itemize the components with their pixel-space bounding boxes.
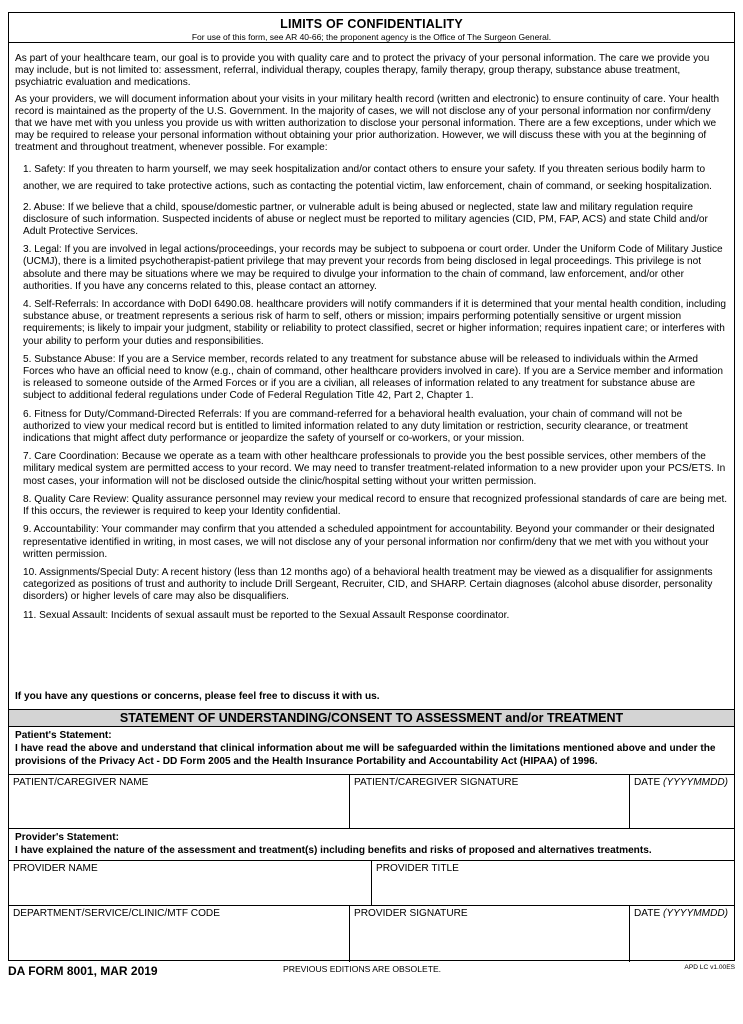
department-fields-row (9, 905, 734, 962)
date-format: (YYYYMMDD) (662, 777, 729, 788)
date-label: DATE (634, 777, 661, 788)
exception-safety: 1. Safety: If you threaten to harm yourself, we may seek hospitalization and/or contact others to ensure your safety. If you threaten serious bodily harm to another, we are required to take protective actions, such as contacting the potential victim, law enforcement, chain of command, or seeking hospitalization. (23, 163, 712, 193)
form-header (9, 13, 734, 43)
provider-signature-label: PROVIDER SIGNATURE (354, 908, 468, 919)
provider-statement-label: Provider's Statement: (15, 832, 119, 843)
provider-statement (15, 831, 727, 857)
closing-note: If you have any questions or concerns, please feel free to discuss it with us. (15, 691, 380, 702)
exception-sexual-assault: 11. Sexual Assault: Incidents of sexual assault must be reported to the Sexual Assault Response coordinator. (23, 609, 510, 621)
patient-fields-row (9, 774, 734, 829)
provider-name-label: PROVIDER NAME (13, 863, 98, 874)
exception-abuse: 2. Abuse: If we believe that a child, spouse/domestic partner, or vulnerable adult is being abused or neglected, state law and military regulation require disclosure of such information. Suspected incidents of abuse or neglect must be reported to military agencies (CID, PM, FAP, ACS) and state Child and/or Adult Protective Services. (23, 201, 708, 238)
provider-statement-text: I have explained the nature of the assessment and treatment(s) including benefits and risks of proposed and alternatives treatments. (15, 845, 652, 856)
department-field[interactable] (9, 906, 349, 962)
exception-quality-care-review: 8. Quality Care Review: Quality assurance personnel may review your medical record to ensure that recognized professional standards of care are being met. If this occurs, the reviewer is required to keep your Identity confidential. (23, 493, 728, 518)
provider-fields-row (9, 860, 734, 905)
patient-statement (15, 729, 727, 768)
provider-name-field[interactable] (9, 861, 371, 905)
intro-paragraph: As your providers, we will document information about your visits in your military health record (written and electronic) to ensure continuity of care. Your health record is maintained as the property of the U.S. Government. In the majority of cases, we will not disclose any of your personal information nor confirm/deny that we have met with you unless you provide us with written authorization to disclose your personal information. There are a few exceptions, under which we may be required to release your personal information without obtaining your prior authorization. However, we will discuss these with you at the beginning of treatment and throughout treatment, whenever possible. For example: (15, 93, 720, 154)
form-title: LIMITS OF CONFIDENTIALITY (280, 17, 463, 31)
form-footer (0, 964, 743, 984)
exceptions-list (15, 161, 729, 622)
provider-signature-field[interactable] (349, 906, 629, 962)
consent-section-header: STATEMENT OF UNDERSTANDING/CONSENT TO ASSESSMENT and/or TREATMENT (9, 709, 734, 727)
date-format: (YYYYMMDD) (662, 908, 729, 919)
version-code: APD LC v1.00ES (684, 964, 735, 971)
form-frame (8, 12, 735, 961)
obsolete-notice: PREVIOUS EDITIONS ARE OBSOLETE. (283, 964, 442, 974)
exception-assignments: 10. Assignments/Special Duty: A recent history (less than 12 months ago) of a behavioral health treatment may be viewed as a disqualifier for assignments categorized as positions of trust and authority to include Drill Sergeant, Recruiter, CID, and SHARP. Certain diagnoses (alcohol abuse disorder, personality disorders) or higher levels of care may also be disqualifiers. (23, 566, 713, 603)
provider-title-label: PROVIDER TITLE (376, 863, 459, 874)
exception-self-referrals: 4. Self-Referrals: In accordance with DoDI 6490.08. healthcare providers will notify commanders if it is determined that your mental health condition, including substance abuse, or treatment represents a serious risk of harm to self, others or mission; impairs performing potentially sensitive or urgent mission requirements; is likely to impair your judgment, stability or reliability to protect classified, secret or higher information; requires inpatient care; or interferes with your ability to perform your duties and responsibilities. (23, 299, 726, 347)
exception-fitness-for-duty: 6. Fitness for Duty/Command-Directed Referrals: If you are command-referred for a behavioral health evaluation, your chain of command will not be authorized to view your medical record but is entitled to limited information related to any duty limitation or restriction, security clearance, or treatment indications that might affect duty performance or jeopardize the safety of yourself or co-workers, or your mission. (23, 408, 688, 445)
form-subtitle: For use of this form, see AR 40-66; the proponent agency is the Office of The Surgeon General. (191, 32, 552, 42)
provider-title-field[interactable] (371, 861, 734, 905)
exception-substance-abuse: 5. Substance Abuse: If you are a Service member, records related to any treatment for substance abuse will be released to individuals within the Armed Forces who have an official need to know (e.g., chain of command, other healthcare providers involved in care). If you are a Service member and information is released to someone outside of the Armed Forces or if you are a civilian, all releases of information related to any treatment for substance abuse are subject to additional federal regulations under Code of Federal Regulation Title 42, Part 2, Chapter 1. (23, 353, 724, 402)
patient-date-field[interactable] (629, 775, 734, 828)
patient-name-field[interactable] (9, 775, 349, 828)
patient-statement-text: I have read the above and understand that clinical information about me will be safeguarded within the limitations mentioned above and under the provisions of the Privacy Act - DD Form 2005 and the Health Insurance Portability and Accountability Act (HIPAA) of 1996. (15, 743, 716, 767)
patient-statement-label: Patient's Statement: (15, 730, 112, 741)
patient-signature-label: PATIENT/CAREGIVER SIGNATURE (354, 777, 519, 788)
patient-name-label: PATIENT/CAREGIVER NAME (13, 777, 149, 788)
confidentiality-body (9, 43, 734, 622)
intro-paragraph: As part of your healthcare team, our goal is to provide you with quality care and to protect the privacy of your personal information. The care we provide you may include, but is not limited to: assessment, referral, individual therapy, couples therapy, family therapy, group therapy, substance abuse treatment, psychiatric evaluation and medications. (15, 53, 710, 89)
department-label: DEPARTMENT/SERVICE/CLINIC/MTF CODE (13, 908, 220, 919)
exception-care-coordination: 7. Care Coordination: Because we operate as a team with other healthcare professionals to provide you the best possible services, other members of the military medical system are permitted access to your record. We may need to transfer treatment-related information to a new provider upon your PCS/ETS. In most cases, your information will not be disclosed outside the clinic/hospital setting without your written permission. (23, 451, 726, 487)
date-label: DATE (634, 908, 661, 919)
exception-legal: 3. Legal: If you are involved in legal actions/proceedings, your records may be subject to subpoena or court order. Under the Uniform Code of Military Justice (UCMJ), there is a limited psychotherapist-patient privilege that may prevent your records from being disclosed in legal proceedings. This privilege is not absolute and there may be situations where we may be required to divulge your information to the chain of command, law enforcement, and/or other authorities. If you have any concerns related to this, please contact an attorney. (23, 244, 723, 292)
patient-signature-field[interactable] (349, 775, 629, 828)
exception-accountability: 9. Accountability: Your commander may confirm that you attended a scheduled appointment for accountability. Beyond your commander or their designated representative identified in writing, in most cases, we will not disclose any of your personal information nor confirm/deny that we met with you without your written permission. (23, 524, 715, 560)
provider-date-field[interactable] (629, 906, 734, 962)
form-id: DA FORM 8001, MAR 2019 (8, 964, 158, 978)
